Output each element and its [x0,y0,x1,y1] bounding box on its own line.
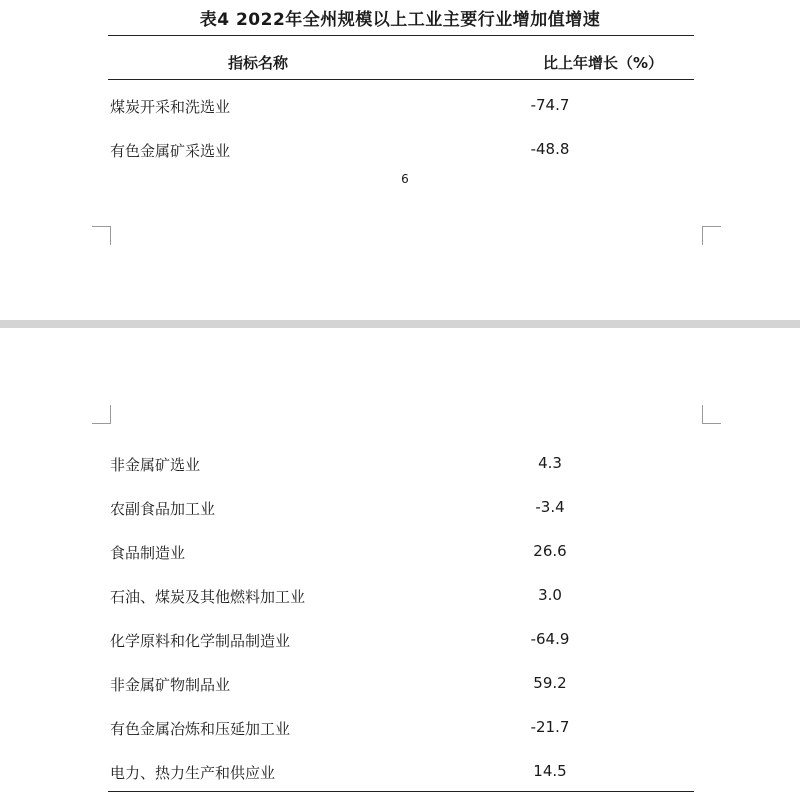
column-header-value: 比上年增长（%） [542,54,664,72]
row-value: 3.0 [538,586,562,604]
table-row [0,718,800,742]
crop-mark-top-left [92,226,111,245]
page-separator [0,320,800,328]
table-top-rule [108,35,694,36]
row-name: 非金属矿物制品业 [110,676,231,694]
table-row [0,674,800,698]
column-header-name: 指标名称 [227,54,288,72]
table-row [0,96,800,120]
row-value: 26.6 [533,542,567,560]
row-value: -74.7 [530,96,570,114]
row-value: 59.2 [533,674,567,692]
row-value: 14.5 [533,762,567,780]
table-header-rule [108,79,694,80]
row-name: 农副食品加工业 [110,500,216,518]
row-value: -64.9 [530,630,570,648]
table-row [0,498,800,522]
row-name: 非金属矿选业 [110,456,201,474]
crop-mark-top-right [702,226,721,245]
page-number: 6 [401,172,409,186]
row-name: 电力、热力生产和供应业 [110,764,276,782]
row-name: 食品制造业 [110,544,186,562]
table-row [0,140,800,164]
document-page-2 [0,328,800,808]
table-bottom-rule [108,791,694,792]
crop-mark-bottom-right [702,405,721,424]
document-page-1 [0,0,800,320]
row-name: 有色金属矿采选业 [110,142,231,160]
table-title: 表4 2022年全州规模以上工业主要行业增加值增速 [199,10,601,30]
row-value: -21.7 [530,718,570,736]
table-row [0,542,800,566]
row-value: -48.8 [530,140,570,158]
crop-mark-bottom-left [92,405,111,424]
row-value: -3.4 [535,498,565,516]
row-name: 有色金属冶炼和压延加工业 [110,720,291,738]
table-row [0,630,800,654]
row-name: 石油、煤炭及其他燃料加工业 [110,588,306,606]
row-value: 4.3 [538,454,562,472]
table-row [0,454,800,478]
row-name: 煤炭开采和洗选业 [110,98,231,116]
table-row [0,586,800,610]
table-row [0,762,800,786]
row-name: 化学原料和化学制品制造业 [110,632,291,650]
